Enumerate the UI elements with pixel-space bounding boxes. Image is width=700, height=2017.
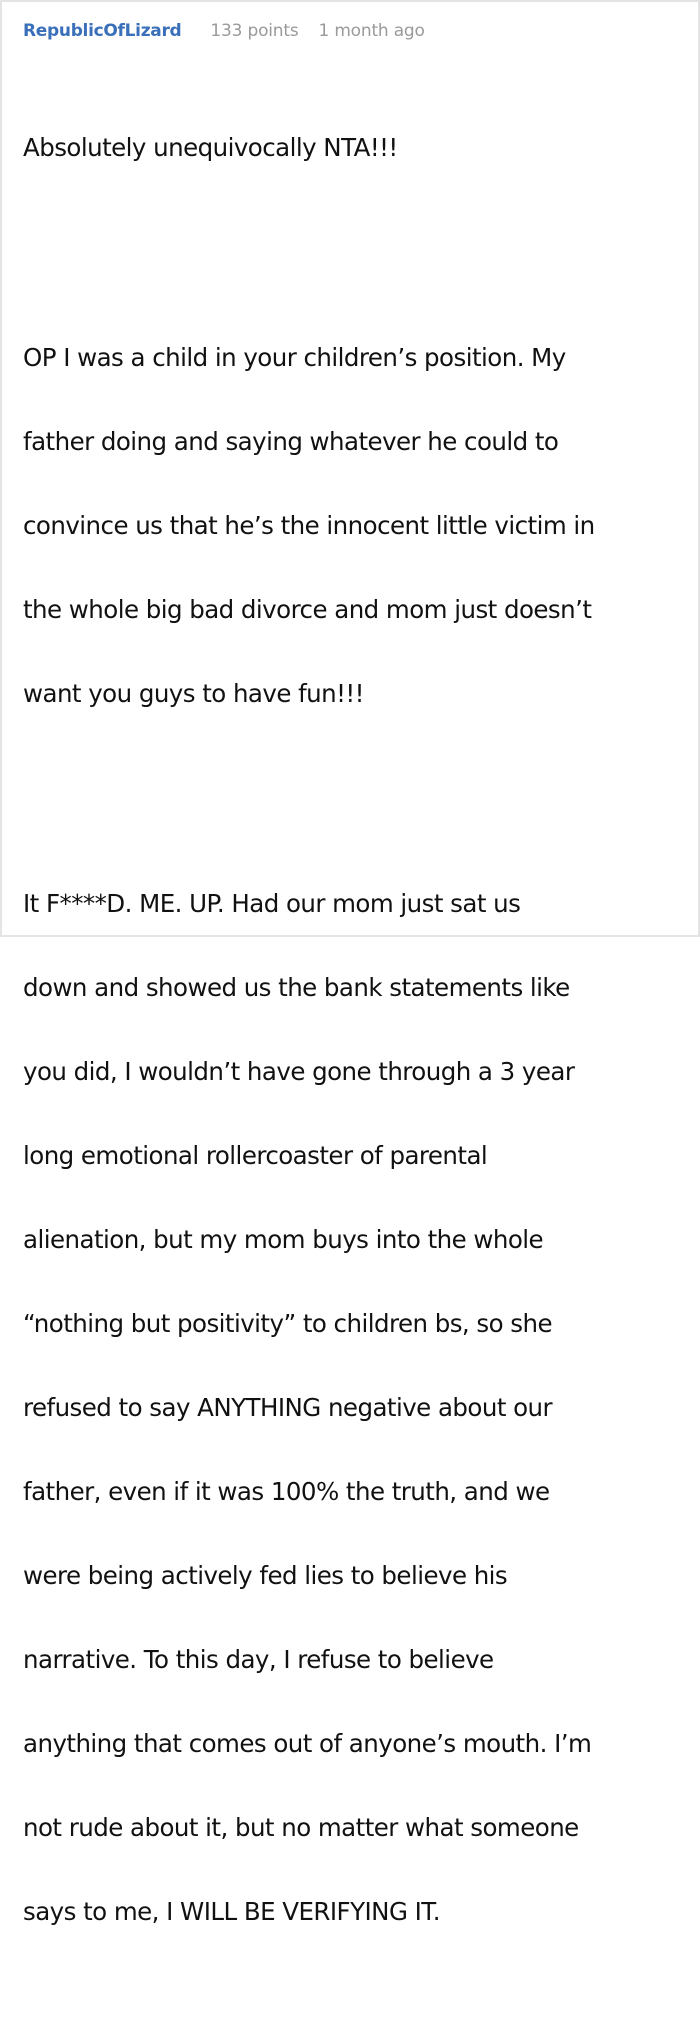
- username-link[interactable]: RepublicOfLizard: [23, 21, 182, 41]
- text-line: father, even if it was 100% the truth, and we: [23, 1477, 550, 1506]
- text-line: father doing and saying whatever he could to: [23, 427, 559, 456]
- timestamp: 1 month ago: [318, 21, 425, 41]
- text-line: down and showed us the bank statements like: [23, 973, 570, 1002]
- points-count: 133 points: [210, 21, 299, 41]
- text-line: narrative. To this day, I refuse to believe: [23, 1645, 494, 1674]
- text-line: OP I was a child in your children’s position. My: [23, 343, 566, 372]
- comment-meta: [23, 18, 678, 44]
- text-line: long emotional rollercoaster of parental: [23, 1141, 488, 1170]
- text-line: not rude about it, but no matter what someone: [23, 1813, 579, 1842]
- text-line: refused to say ANYTHING negative about our: [23, 1393, 553, 1422]
- text-line: were being actively fed lies to believe his: [23, 1561, 508, 1590]
- text-line: convince us that he’s the innocent little victim in: [23, 511, 595, 540]
- text-line: anything that comes out of anyone’s mouth. I’m: [23, 1729, 592, 1758]
- text-line: the whole big bad divorce and mom just doesn’t: [23, 595, 592, 624]
- text-line: Absolutely unequivocally NTA!!!: [23, 133, 398, 162]
- paragraph-2: [23, 295, 678, 757]
- text-line: says to me, I WILL BE VERIFYING IT.: [23, 1897, 441, 1926]
- text-line: It F****D. ME. UP. Had our mom just sat us: [23, 889, 521, 918]
- text-line: you did, I wouldn’t have gone through a 3 year: [23, 1057, 575, 1086]
- comment-body: [23, 43, 678, 2017]
- paragraph-3: [23, 841, 678, 1975]
- text-line: “nothing but positivity” to children bs, so she: [23, 1309, 552, 1338]
- text-line: alienation, but my mom buys into the whole: [23, 1225, 544, 1254]
- paragraph-1: [23, 85, 678, 211]
- text-line: want you guys to have fun!!!: [23, 679, 364, 708]
